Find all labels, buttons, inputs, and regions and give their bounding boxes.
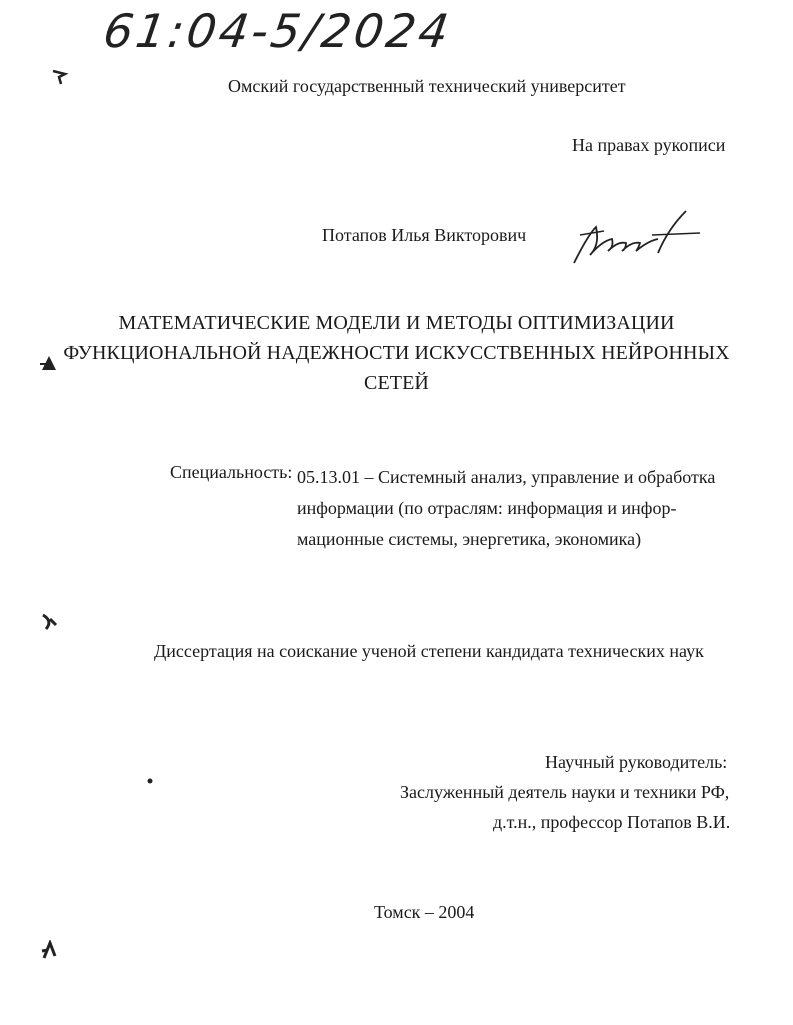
dissertation-degree-statement: Диссертация на соискание ученой степени кандидата технических наук <box>154 641 704 661</box>
scan-mark-top <box>50 68 70 86</box>
place-and-year: Томск – 2004 <box>374 902 475 922</box>
scan-mark-left-3 <box>146 777 154 785</box>
specialty-line-2: информации (по отраслям: информация и инфор- <box>297 498 677 518</box>
author-name: Потапов Илья Викторович <box>322 225 527 245</box>
supervisor-heading: Научный руководитель: <box>545 752 728 772</box>
scan-mark-left-2 <box>38 611 60 633</box>
dissertation-title-line-2: ФУНКЦИОНАЛЬНОЙ НАДЕЖНОСТИ ИСКУССТВЕННЫХ НЕЙРОННЫХ <box>63 342 730 364</box>
university-name: Омский государственный технический университет <box>228 76 626 96</box>
manuscript-rights-note: На правах рукописи <box>572 135 726 155</box>
scan-mark-bottom <box>38 940 60 962</box>
specialty-description <box>297 462 715 555</box>
dissertation-title-line-3: СЕТЕЙ <box>364 372 429 394</box>
specialty-line-3: мационные системы, энергетика, экономика) <box>297 529 642 549</box>
scan-mark-left-1 <box>38 352 60 374</box>
dissertation-title-line-1: МАТЕМАТИЧЕСКИЕ МОДЕЛИ И МЕТОДЫ ОПТИМИЗАЦИИ <box>118 312 675 334</box>
specialty-label: Специальность: <box>170 462 293 482</box>
archive-number: 61:04-5/2024 <box>100 4 455 58</box>
author-signature <box>568 205 708 271</box>
supervisor-name: д.т.н., профессор Потапов В.И. <box>493 812 731 832</box>
supervisor-honor: Заслуженный деятель науки и техники РФ, <box>400 782 730 802</box>
specialty-line-1: 05.13.01 – Системный анализ, управление и обработка <box>297 467 716 487</box>
